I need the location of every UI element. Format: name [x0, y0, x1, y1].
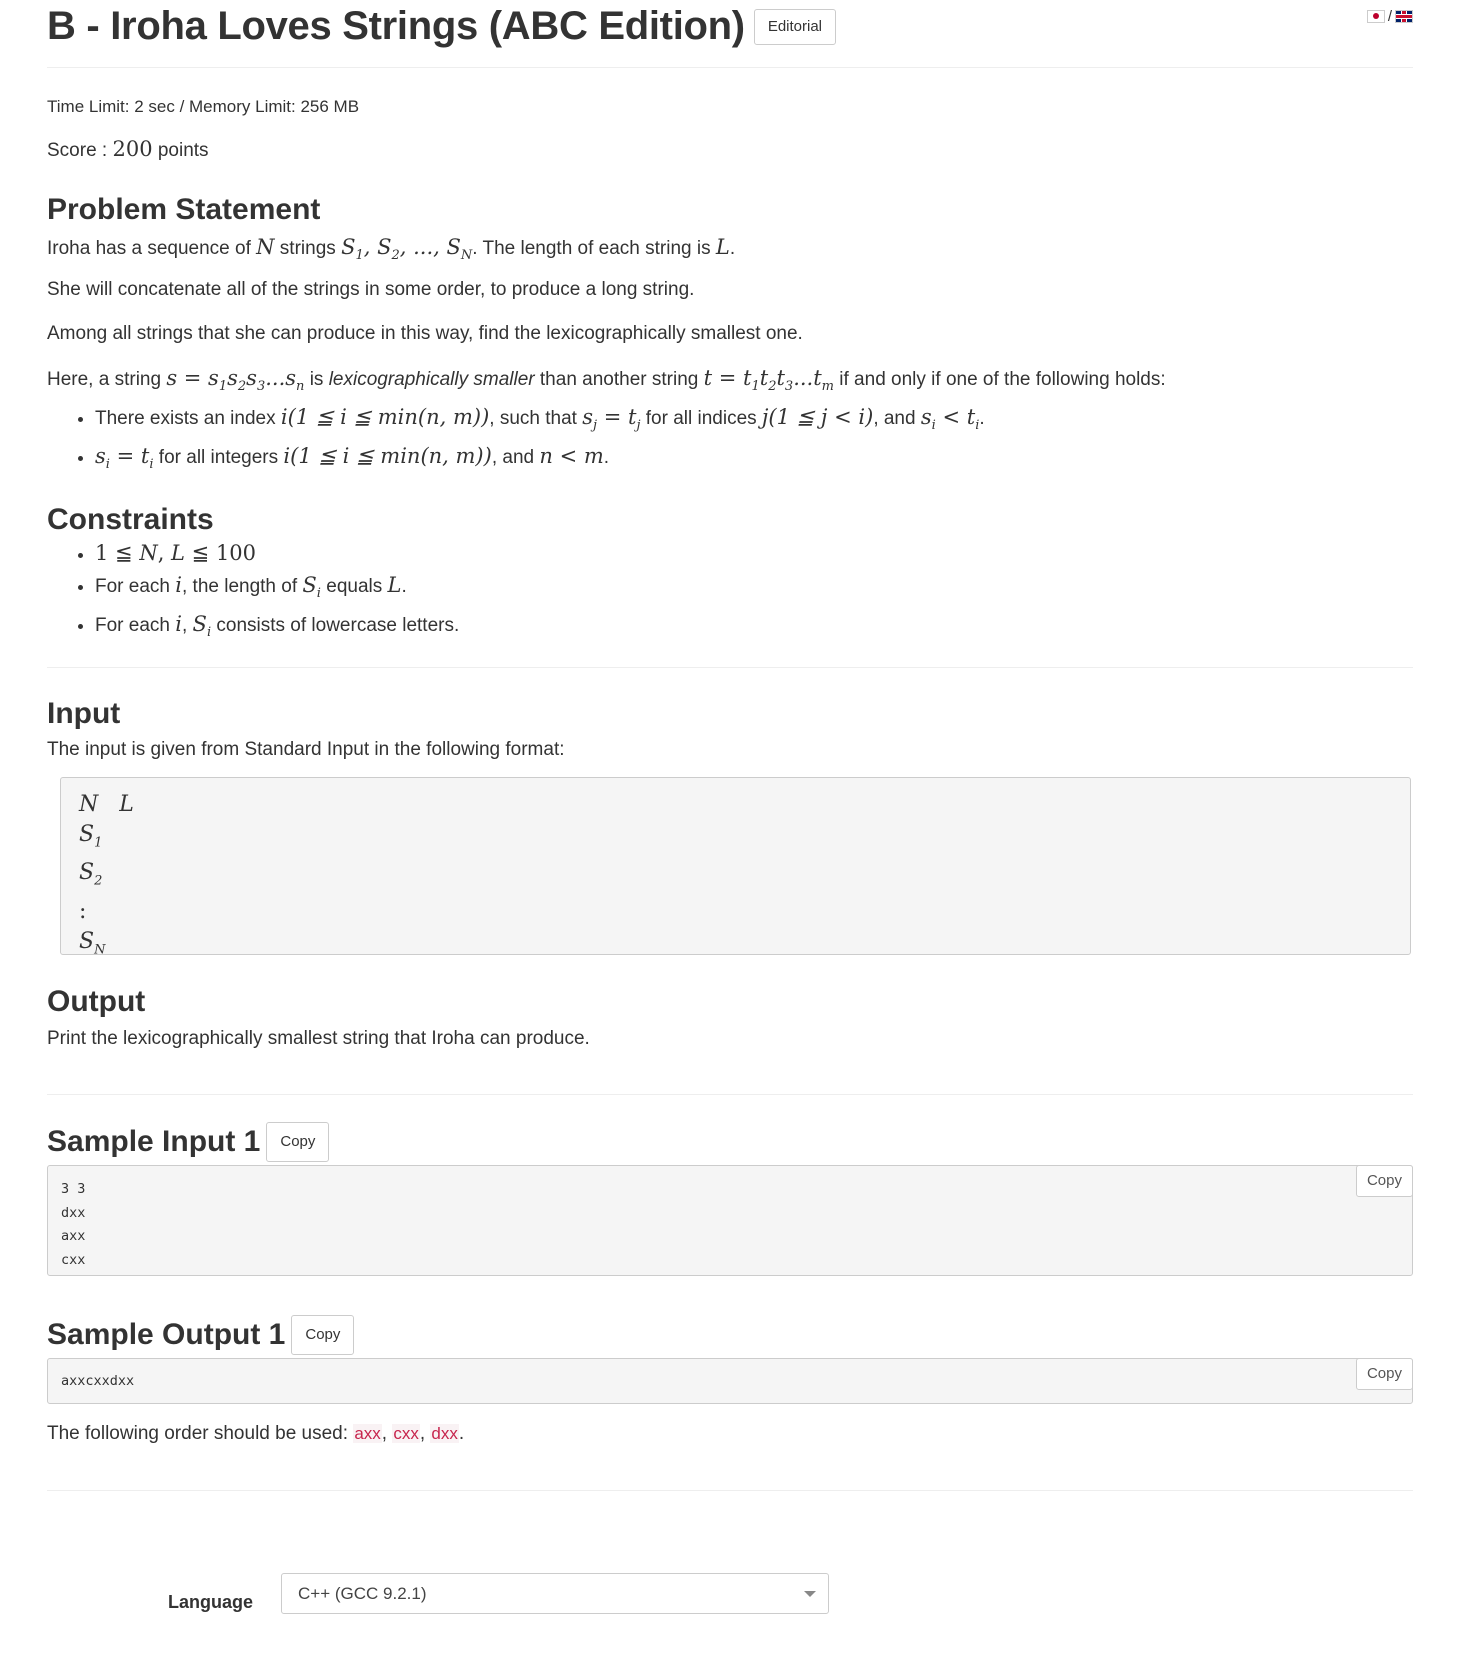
code-snippet: dxx	[431, 1424, 458, 1443]
pre-line: cxx	[61, 1251, 86, 1268]
sample-output-copy-button[interactable]: Copy	[291, 1315, 354, 1355]
text: For each	[95, 615, 176, 637]
text: , the length of	[181, 576, 303, 597]
math: L	[715, 235, 730, 259]
statement-bullets	[47, 402, 985, 480]
text: than another string	[534, 369, 704, 390]
list-item: • There exists an index i(1 ≦ i ≦ min(n, m)), such that $s_j = t_j$ for all indices j(1 ≦ j < i), and $s_i < t_i$.	[95, 402, 985, 441]
text: strings	[274, 238, 342, 259]
editorial-button[interactable]: Editorial	[754, 9, 836, 45]
divider	[47, 1490, 1413, 1491]
statement-p3: Among all strings that she can produce in this way, find the lexicographically smallest one.	[47, 323, 803, 344]
text: . The length of each string is	[472, 238, 716, 259]
text: for all integers	[153, 447, 284, 469]
sample-input-inline-copy-button[interactable]: Copy	[1356, 1165, 1413, 1197]
chevron-down-icon	[804, 1591, 816, 1597]
statement-p4: Here, a string $s = s_1s_2s_3...s_n$ is lexicographically smaller than another string $t = t_1t_2t_3...t_m$ if and only if one of the following holds:	[47, 366, 1166, 395]
divider	[47, 1094, 1413, 1095]
math: 1 ≦ N, L ≦ 100	[95, 541, 257, 565]
format-line: :	[79, 898, 87, 924]
statement-p1: Iroha has a sequence of N strings $S_1$, $S_2$, ..., $S_N$. The length of each string is L.	[47, 235, 736, 264]
score-suffix: points	[152, 140, 209, 161]
format-line: $S_1$	[79, 822, 103, 851]
math: i	[175, 573, 182, 597]
score-line	[47, 137, 209, 162]
math: L	[387, 573, 402, 597]
list-item: • For each i, $S_i$ consists of lowercase letters.	[95, 609, 459, 648]
math: N	[256, 235, 275, 259]
math: $S_i$	[192, 612, 212, 641]
sample-input-header	[47, 1122, 329, 1162]
text: if and only if one of the following holds:	[834, 369, 1166, 390]
score-value: 200	[112, 137, 153, 161]
divider	[47, 67, 1413, 68]
limits-text: Time Limit: 2 sec / Memory Limit: 256 MB	[47, 97, 360, 116]
language-label: Language	[168, 1592, 254, 1612]
constraints-heading: Constraints	[47, 503, 214, 536]
language-selected-value: C++ (GCC 9.2.1)	[298, 1584, 427, 1603]
lang-separator: /	[1387, 8, 1392, 25]
sample-output-heading: Sample Output 1	[47, 1318, 286, 1351]
format-line: N L	[79, 792, 134, 817]
sample-input-box[interactable]	[47, 1165, 1413, 1276]
score-label: Score :	[47, 140, 113, 161]
text: There exists an index	[95, 408, 281, 429]
sample-output-content	[61, 1370, 134, 1394]
pre-line: axx	[61, 1228, 86, 1244]
text: For each	[95, 576, 176, 597]
divider	[47, 667, 1413, 668]
sample-output-inline-copy-button[interactable]: Copy	[1356, 1358, 1413, 1390]
language-select[interactable]	[281, 1573, 829, 1614]
text: equals	[320, 576, 388, 597]
statement-heading: Problem Statement	[47, 193, 321, 226]
sample-input-content	[61, 1178, 85, 1272]
math: $t = t_1t_2t_3...t_m$	[703, 366, 834, 395]
sample-input-copy-button[interactable]: Copy	[266, 1122, 329, 1162]
input-format	[79, 790, 134, 965]
output-heading: Output	[47, 985, 146, 1018]
text: , and	[491, 447, 540, 469]
math: j(1 ≦ j < i)	[761, 405, 874, 429]
math: $s_i = t_i$	[95, 444, 154, 473]
title-row	[47, 4, 836, 49]
format-line: $S_2$	[79, 860, 103, 889]
japan-flag-icon[interactable]	[1367, 10, 1385, 23]
code-snippet: axx	[354, 1424, 381, 1443]
sample-input-heading: Sample Input 1	[47, 1125, 261, 1158]
language-switcher	[1367, 8, 1413, 25]
list-item	[95, 538, 459, 570]
math: $S_i$	[302, 573, 321, 602]
math: i	[175, 612, 182, 637]
statement-p2: She will concatenate all of the strings in some order, to produce a long string.	[47, 279, 695, 300]
code-snippet: cxx	[393, 1424, 419, 1443]
text: Iroha has a sequence of	[47, 238, 257, 259]
text: , such that	[489, 408, 583, 429]
text: The following order should be used:	[47, 1423, 354, 1444]
emphasis: lexicographically smaller	[328, 369, 535, 390]
pre-line: dxx	[61, 1204, 86, 1221]
input-description: The input is given from Standard Input in the following format:	[47, 739, 565, 760]
text: Here, a string	[47, 369, 167, 390]
format-line: $S_N$	[79, 928, 106, 958]
pre-line: axxcxxdxx	[61, 1373, 135, 1389]
sample-output-note: The following order should be used: axx, cxx, dxx.	[47, 1423, 465, 1444]
text: consists of lowercase letters.	[211, 615, 460, 637]
math: n < m	[539, 444, 604, 469]
constraints-list	[47, 538, 459, 648]
math: i(1 ≦ i ≦ min(n, m))	[283, 444, 492, 469]
output-description: Print the lexicographically smallest string that Iroha can produce.	[47, 1028, 590, 1049]
sample-output-header	[47, 1315, 354, 1355]
math: $s_i < t_i$	[920, 405, 980, 434]
list-item: • $s_i = t_i$ for all integers i(1 ≦ i ≦ min(n, m)), and n < m.	[95, 441, 985, 480]
math: i(1 ≦ i ≦ min(n, m))	[280, 405, 490, 429]
text: for all indices	[640, 408, 762, 429]
list-item: • For each i, the length of $S_i$ equals L.	[95, 570, 459, 609]
math: $s_j = t_j$	[582, 405, 641, 434]
sample-output-box[interactable]	[47, 1358, 1413, 1404]
input-format-box	[60, 777, 1411, 958]
input-heading: Input	[47, 697, 121, 730]
math: $s = s_1s_2s_3...s_n$	[166, 366, 305, 395]
pre-line: 3 3	[61, 1181, 86, 1197]
page-title: B - Iroha Loves Strings (ABC Edition)	[47, 4, 745, 48]
uk-flag-icon[interactable]	[1395, 10, 1413, 23]
text: , and	[873, 408, 921, 429]
math: $S_1$, $S_2$, ..., $S_N$	[341, 235, 473, 264]
